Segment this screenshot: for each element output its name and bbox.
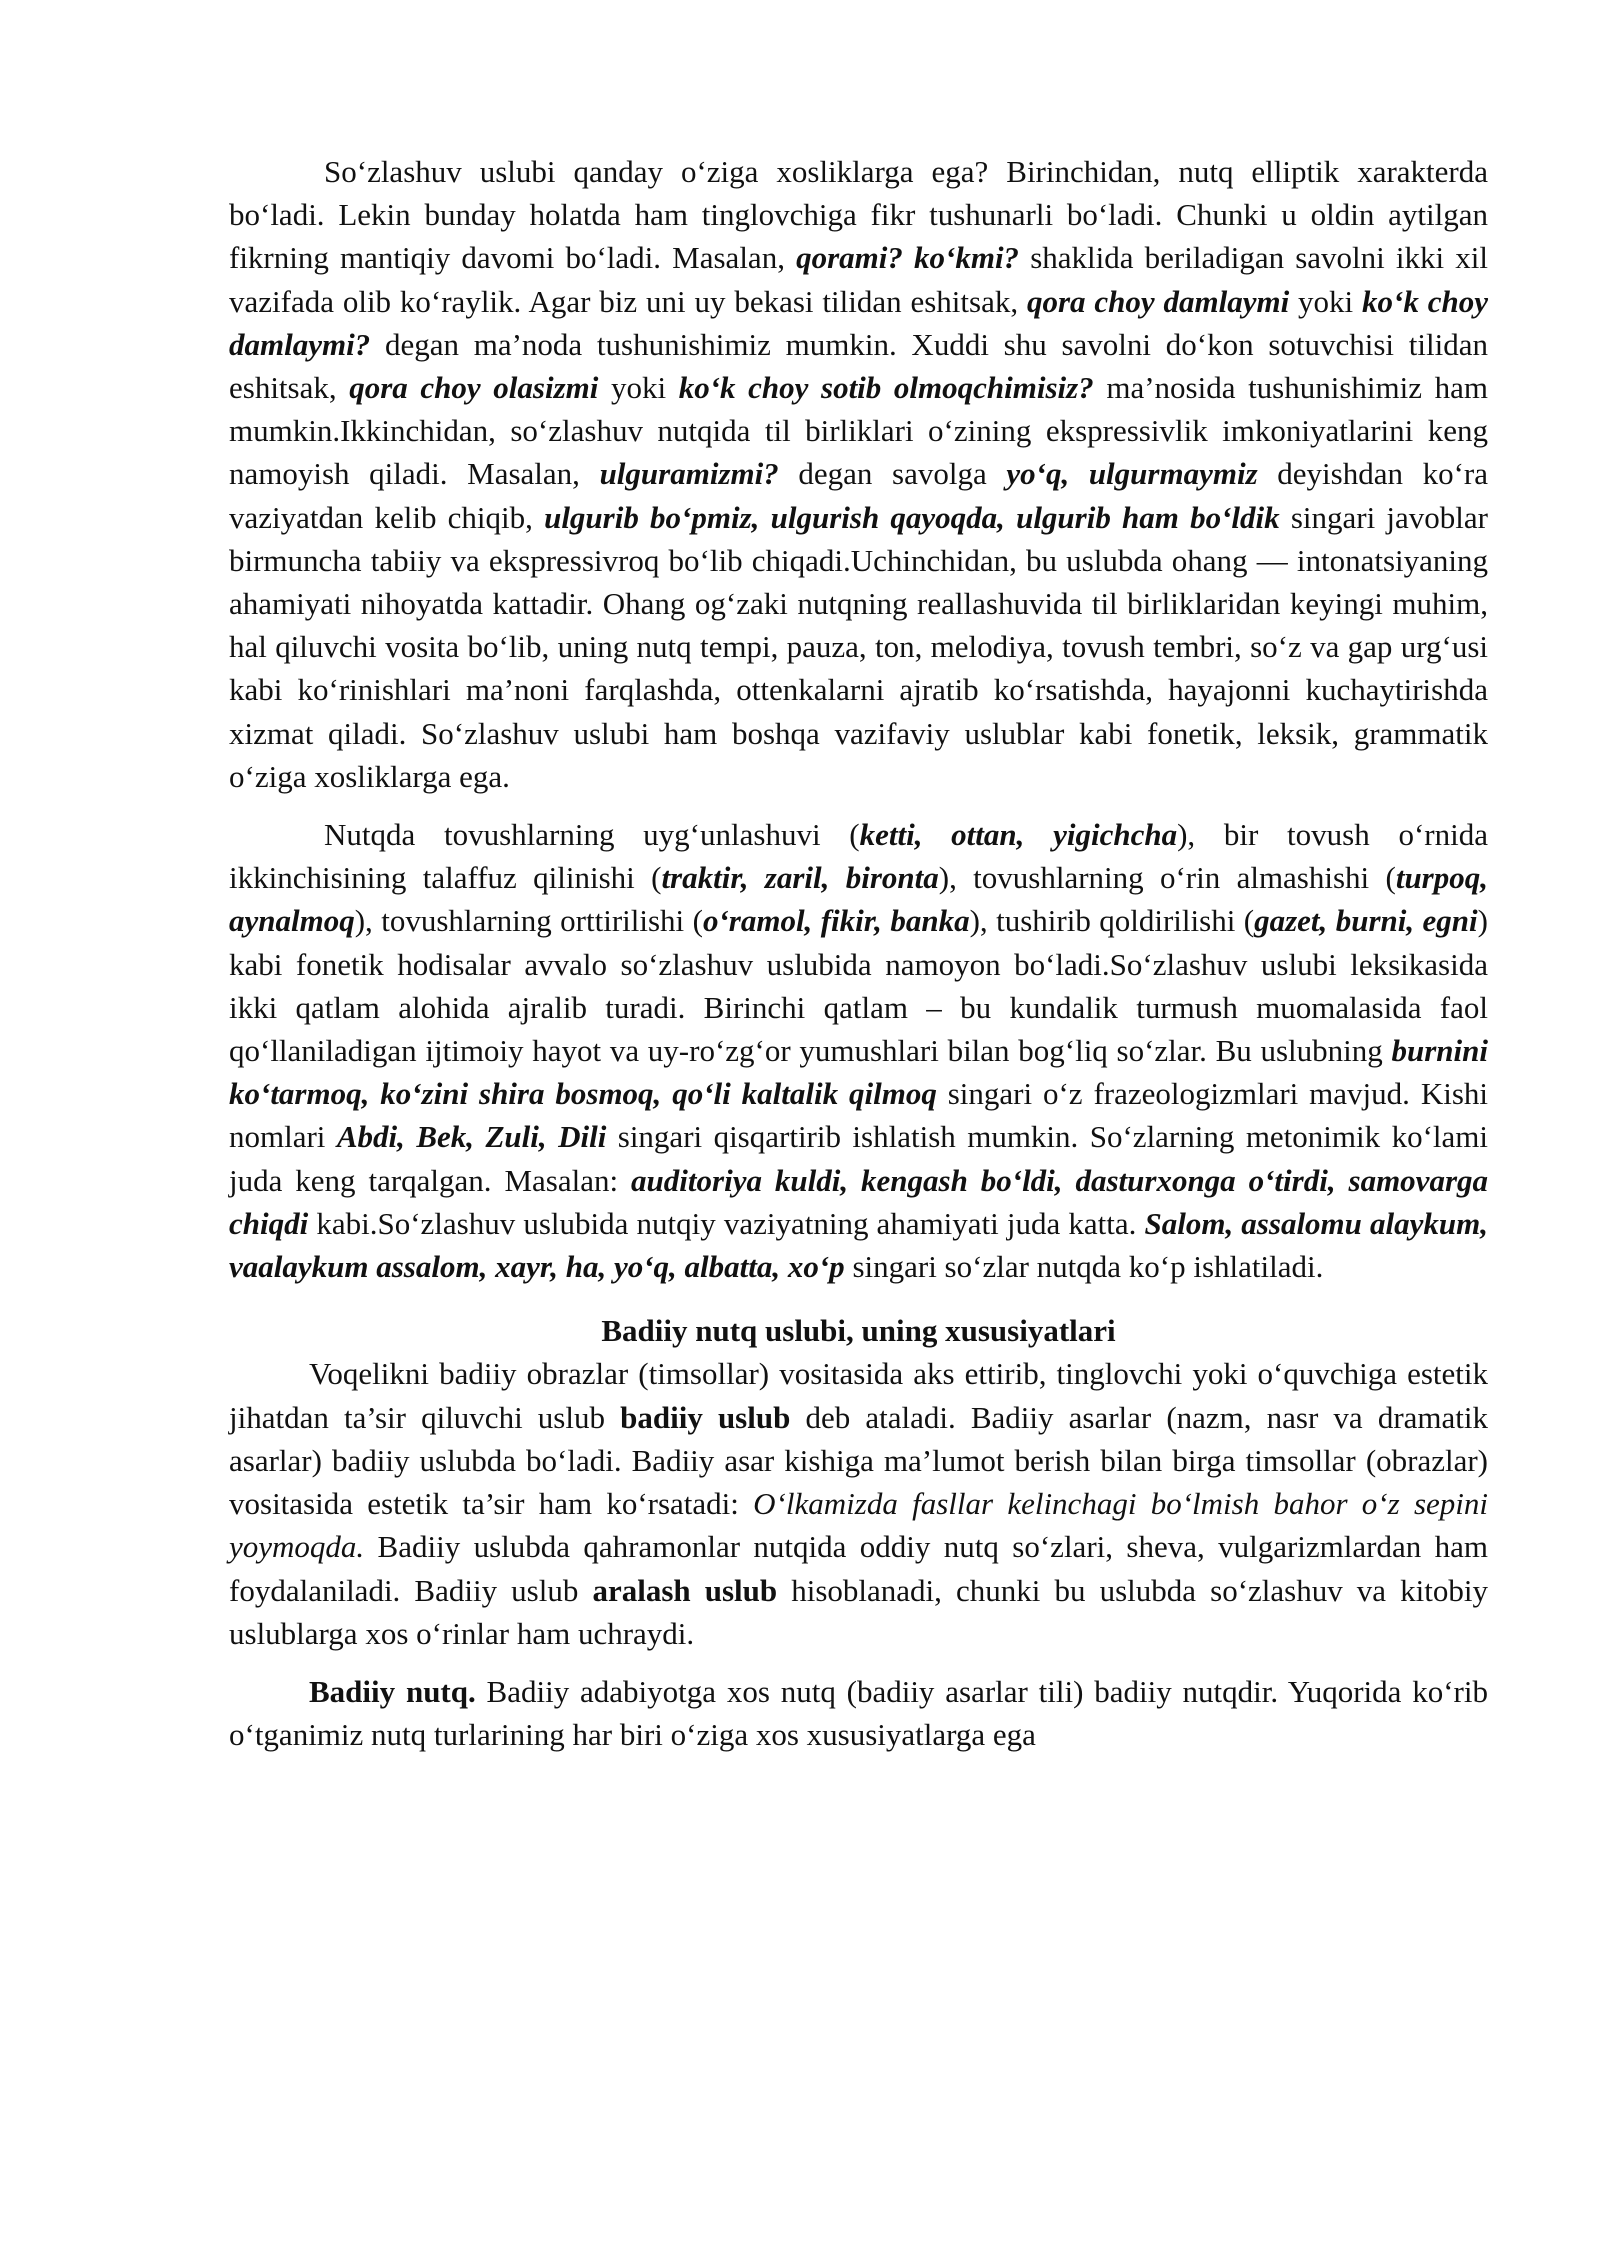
emphasized-text: gazet, burni, egni — [1254, 903, 1478, 939]
text-run: ), tushirib qoldirilishi ( — [969, 903, 1255, 939]
emphasized-text: auditoriya kuldi, kengash bo‘ldi, dasturxonga o‘tirdi, samovarga chiqdi — [229, 1162, 1489, 1241]
text-run: shaklida beriladigan savolni ikki xil vazifada olib ko‘raylik. Agar biz uni uy bekasi tilidan eshitsak, — [229, 240, 1488, 319]
emphasized-text: Abdi, Bek, Zuli, Dili — [336, 1119, 607, 1155]
text-run: kabi.So‘zlashuv uslubida nutqiy vaziyatning ahamiyati juda katta. — [308, 1205, 1145, 1241]
text-run: hisoblanadi, chunki bu uslubda so‘zlashuv va kitobiy uslublarga xos o‘rinlar ham uchraydi. — [229, 1572, 1489, 1651]
emphasized-text: yo‘q, ulgurmaymiz — [1006, 456, 1258, 492]
text-run: Badiiy adabiyotga xos nutq (badiiy asarlar tili) badiiy nutqdir. Yuqorida ko‘rib o‘tganimiz nutq turlarining har biri o‘ziga xos xususiyatlarga ega — [229, 1673, 1488, 1753]
text-run: deb ataladi. Badiiy asarlar (nazm, nasr va dramatik asarlar) badiiy uslubda bo‘ladi. Badiiy asar kishiga ma’lumot berish bilan birga timsollar (obrazlar) vositasida estetik ta’sir ham ko‘rsatadi: — [229, 1399, 1488, 1522]
emphasized-text: ko‘k choy sotib olmoqchimisiz? — [678, 370, 1094, 406]
emphasized-text: Badiiy nutq. — [309, 1673, 476, 1709]
paragraph-2 — [229, 813, 1488, 1288]
text-run: degan savolga — [778, 456, 1007, 492]
paragraph-1 — [229, 150, 1488, 798]
emphasized-text: ketti, ottan, yigichcha — [859, 817, 1178, 853]
emphasized-text: ko‘k choy damlaymi? — [229, 283, 1488, 362]
text-run: singari so‘zlar nutqda ko‘p ishlatiladi. — [844, 1249, 1324, 1285]
text-run: ), bir tovush o‘rnida ikkinchisining talaffuz qilinishi ( — [229, 817, 1488, 896]
emphasized-text: o‘ramol, fikir, banka — [702, 903, 970, 939]
emphasized-text: qora choy olasizmi — [349, 370, 599, 406]
emphasized-text: qora choy damlaymi — [1026, 283, 1290, 319]
emphasized-text: traktir, zaril, bironta — [661, 860, 939, 896]
emphasized-text: turpoq, aynalmoq — [229, 860, 1488, 939]
text-run: ma’nosida tushunishimiz ham mumkin.Ikkinchidan, so‘zlashuv nutqida til birliklari o‘zining ekspressivlik imkoniyatlarini keng namoyish qiladi. Masalan, — [229, 370, 1488, 492]
text-run: singari javoblar birmuncha tabiiy va ekspressivroq bo‘lib chiqadi.Uchinchidan, bu uslubda ohang — intonatsiyaning ahamiyati nihoyatda kattadir. Ohang og‘zaki nutqning reallashuvida til birliklaridan keyingi muhim, hal qiluvchi vosita bo‘lib, uning nutq tempi, pauza, ton, melodiya, tovush tembri, so‘z va gap urg‘usi kabi ko‘rinishlari ma’noni farqlashda, ottenkalarni ajratib ko‘rsatishda, hayajonni kuchaytirishda xizmat qiladi. So‘zlashuv uslubi ham boshqa vazifaviy uslublar kabi fonetik, leksik, grammatik o‘ziga xosliklarga ega. — [229, 499, 1488, 794]
emphasized-text: qorami? ko‘kmi? — [796, 240, 1020, 276]
text-run: singari o‘z frazeologizmlari mavjud. Kishi nomlari — [229, 1076, 1488, 1155]
paragraph-4 — [229, 1670, 1488, 1756]
emphasized-text: O‘lkamizda fasllar kelinchagi bo‘lmish bahor o‘z sepini yoymoqda. — [229, 1486, 1488, 1565]
text-run: Voqelikni badiiy obrazlar (timsollar) vositasida aks ettirib, tinglovchi yoki o‘quvchiga estetik jihatdan ta’sir qiluvchi uslub — [229, 1356, 1488, 1435]
text-run: ), tovushlarning orttirilishi ( — [354, 903, 703, 939]
text-run: degan ma’noda tushunishimiz mumkin. Xuddi shu savolni do‘kon sotuvchisi tilidan eshitsak, — [229, 326, 1488, 406]
text-run: Nutqda tovushlarning uyg‘unlashuvi ( — [324, 817, 860, 853]
section-heading: Badiiy nutq uslubi, uning xususiyatlari — [601, 1313, 1116, 1349]
text-run: deyishdan ko‘ra vaziyatdan kelib chiqib, — [229, 456, 1488, 535]
text-run: ), tovushlarning o‘rin almashishi ( — [938, 860, 1396, 896]
text-run: yoki — [1289, 283, 1363, 319]
paragraph-3 — [229, 1352, 1488, 1654]
text-run: Badiiy uslubda qahramonlar nutqida oddiy nutq so‘zlari, sheva, vulgarizmlardan ham foydalaniladi. Badiiy uslub — [229, 1529, 1488, 1608]
text-run: So‘zlashuv uslubi qanday o‘ziga xosliklarga ega? Birinchidan, nutq elliptik xarakterda bo‘ladi. Lekin bunday holatda ham tinglovchiga fikr tushunarli bo‘ladi. Chunki u oldin aytilgan fikrning mantiqiy davomi bo‘ladi. Masalan, — [229, 154, 1488, 276]
emphasized-text: ulguramizmi? — [599, 456, 779, 492]
emphasized-text: ulgurib bo‘pmiz, ulgurish qayoqda, ulgurib ham bo‘ldik — [544, 499, 1280, 535]
text-run: ) kabi fonetik hodisalar avvalo so‘zlashuv uslubida namoyon bo‘ladi.So‘zlashuv uslubi leksikasida ikki qatlam alohida ajralib turadi. Birinchi qatlam – bu kundalik turmush muomalasida faol qo‘llaniladigan ijtimoiy hayot va uy-ro‘zg‘or yumushlari bilan bog‘liq so‘zlar. Bu uslubning — [229, 903, 1488, 1069]
text-run: singari qisqartirib ishlatish mumkin. So‘zlarning metonimik ko‘lami juda keng tarqalgan. Masalan: — [229, 1119, 1489, 1198]
emphasized-text: aralash uslub — [592, 1572, 778, 1608]
emphasized-text: badiiy uslub — [620, 1399, 791, 1435]
emphasized-text: burnini ko‘tarmoq, ko‘zini shira bosmoq, qo‘li kaltalik qilmoq — [229, 1033, 1488, 1112]
text-run: yoki — [598, 370, 679, 406]
emphasized-text: Salom, assalomu alaykum, vaalaykum assalom, xayr, ha, yo‘q, albatta, xo‘p — [229, 1205, 1488, 1285]
